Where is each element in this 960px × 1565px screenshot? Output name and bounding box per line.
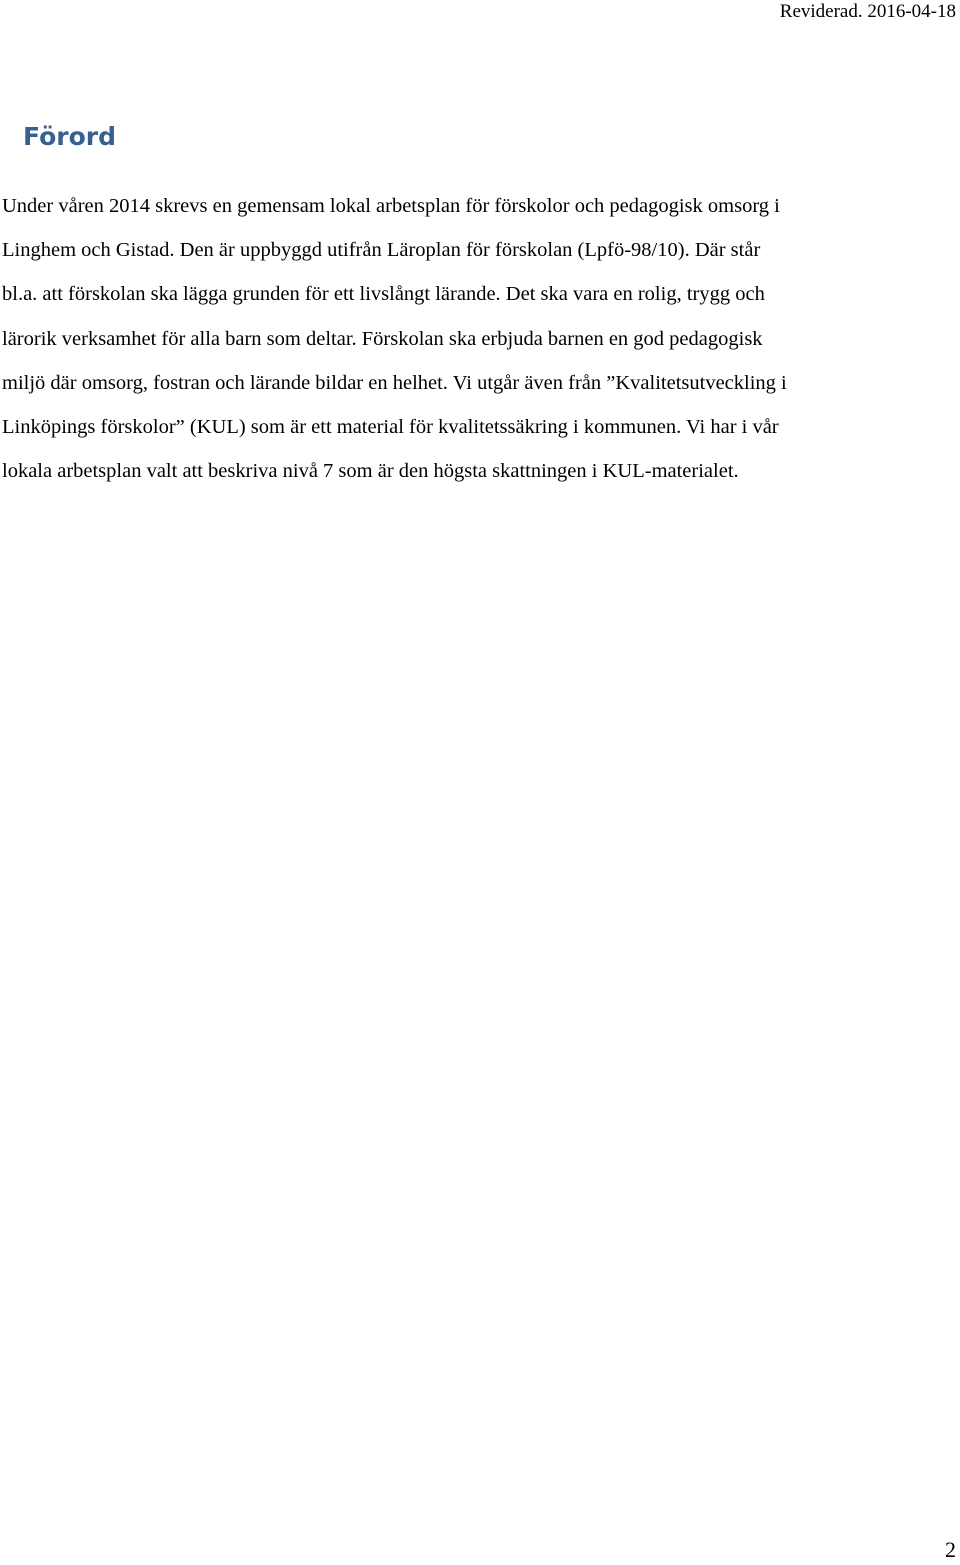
paragraph-line: bl.a. att förskolan ska lägga grunden för ett livslångt lärande. Det ska vara en rolig, trygg och	[2, 283, 765, 306]
paragraph-line: miljö där omsorg, fostran och lärande bildar en helhet. Vi utgår även från ”Kvalitetsutveckling i	[2, 371, 787, 394]
revision-date: Reviderad. 2016-04-18	[779, 1, 956, 22]
page-title: Förord	[23, 122, 116, 151]
page-number: 2	[945, 1537, 956, 1562]
paragraph-line: Under våren 2014 skrevs en gemensam lokal arbetsplan för förskolor och pedagogisk omsorg i	[2, 195, 780, 217]
paragraph-line: Linköpings förskolor” (KUL) som är ett material för kvalitetssäkring i kommunen. Vi har i vår	[2, 416, 779, 439]
paragraph-line: lärorik verksamhet för alla barn som deltar. Förskolan ska erbjuda barnen en god pedagogisk	[2, 327, 763, 350]
paragraph-line: Linghem och Gistad. Den är uppbyggd utifrån Läroplan för förskolan (Lpfö-98/10). Där står	[2, 239, 761, 262]
paragraph-line: lokala arbetsplan valt att beskriva nivå 7 som är den högsta skattningen i KUL-materialet.	[2, 460, 739, 483]
body-paragraph	[2, 184, 960, 493]
